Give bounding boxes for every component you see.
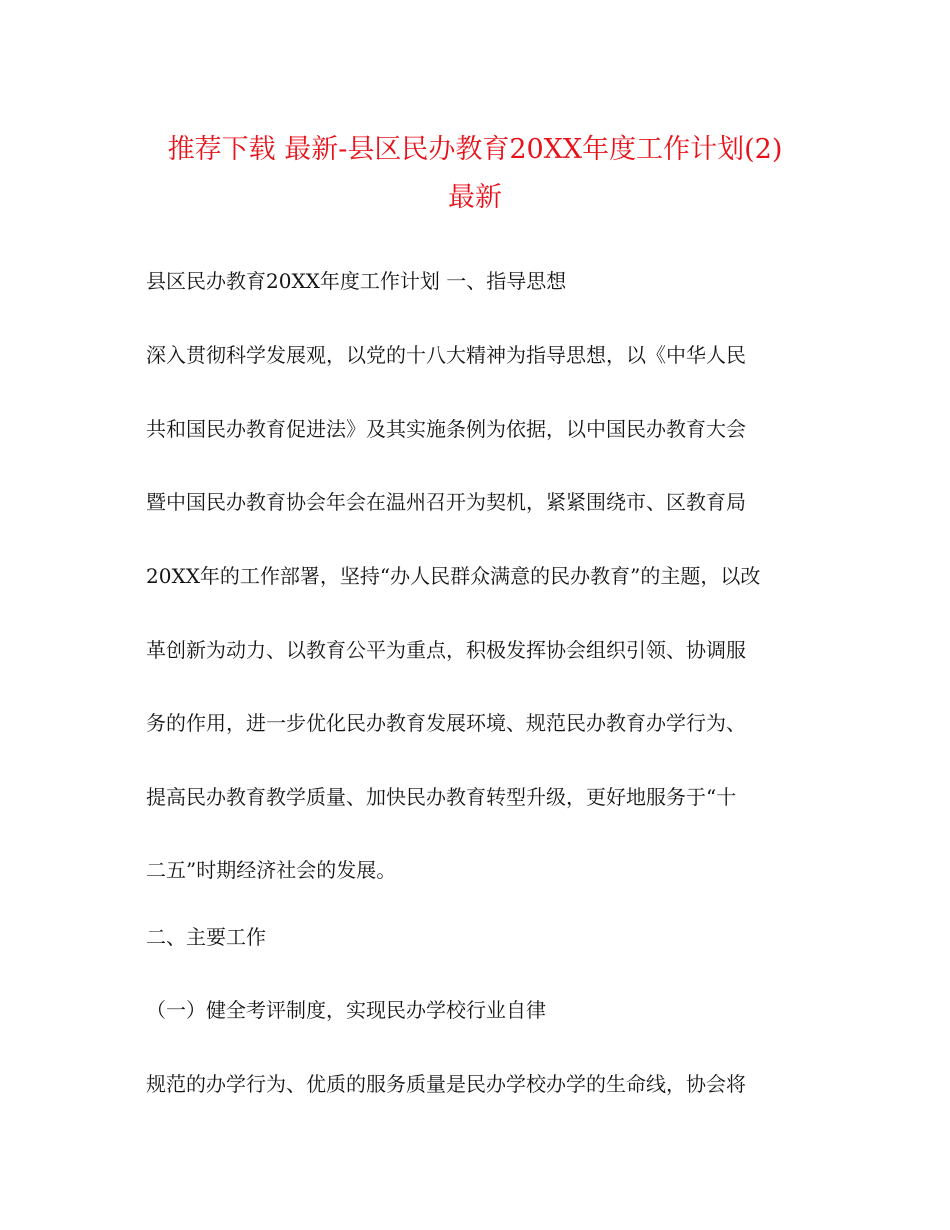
subsection-heading-1: （一）健全考评制度，实现民办学校行业自律 — [146, 998, 546, 1022]
body-line-6: 革创新为动力、以教育公平为重点，积极发挥协会组织引领、协调服 — [146, 638, 746, 662]
body-line-5: 20XX年的工作部署，坚持“办人民群众满意的民办教育”的主题，以改 — [146, 564, 761, 588]
body-line-1: 县区民办教育20XX年度工作计划 一、指导思想 — [146, 269, 567, 293]
body-line-2: 深入贯彻科学发展观，以党的十八大精神为指导思想，以《中华人民 — [146, 343, 746, 367]
document-title-line-2: 最新 — [448, 182, 502, 213]
section-heading-main-work: 二、主要工作 — [146, 925, 266, 949]
body-line-12: 规范的办学行为、优质的服务质量是民办学校办学的生命线，协会将 — [146, 1072, 746, 1096]
body-line-9: 二五”时期经济社会的发展。 — [146, 858, 397, 882]
document-title-line-1: 推荐下载 最新-县区民办教育20XX年度工作计划(2) — [167, 134, 783, 165]
body-line-4: 暨中国民办教育协会年会在温州召开为契机，紧紧围绕市、区教育局 — [146, 490, 746, 514]
body-line-7: 务的作用，进一步优化民办教育发展环境、规范民办教育办学行为、 — [146, 711, 746, 735]
body-line-8: 提高民办教育教学质量、加快民办教育转型升级，更好地服务于“十 — [146, 785, 737, 809]
body-line-3: 共和国民办教育促进法》及其实施条例为依据，以中国民办教育大会 — [146, 417, 746, 441]
